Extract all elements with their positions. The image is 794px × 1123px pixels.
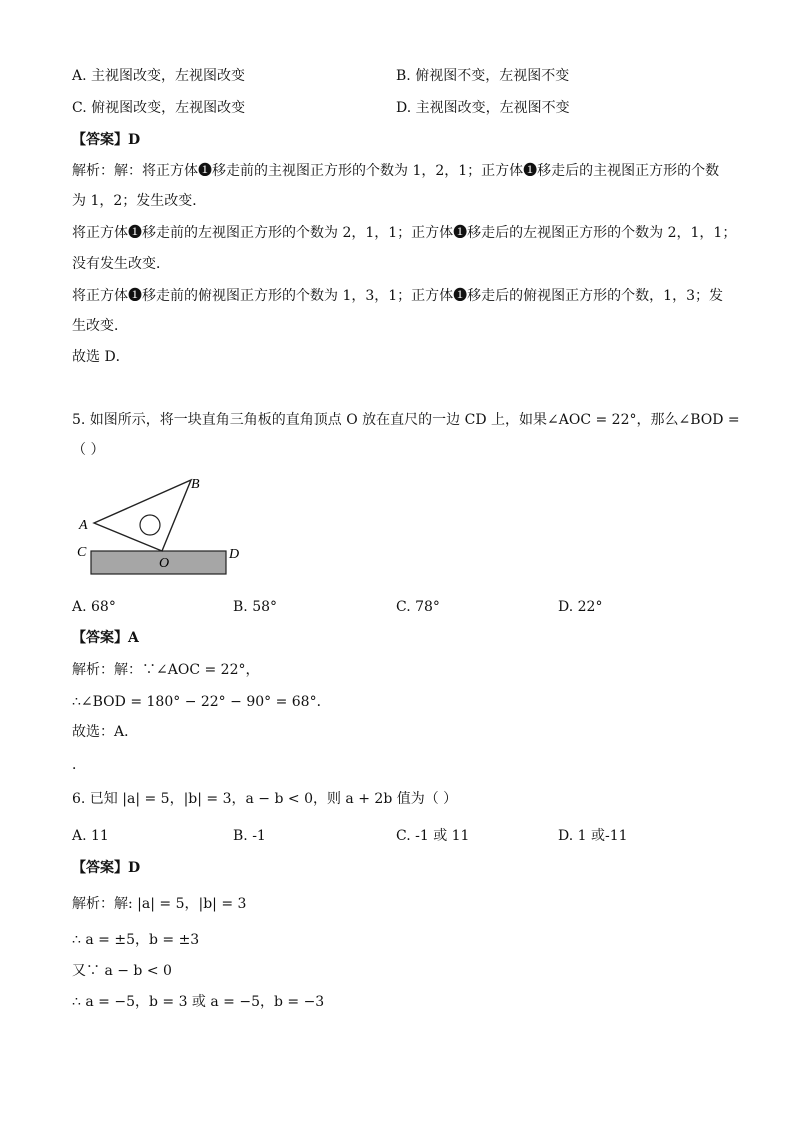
label-d: D bbox=[229, 547, 240, 562]
q6-solution-line-4: ∴ a = −5，b = 3 或 a = −5，b = −3 bbox=[72, 994, 325, 1010]
q4-solution-line-7: 故选 D． bbox=[72, 349, 130, 365]
q5-option-c: C. 78° bbox=[396, 599, 440, 615]
q4-solution-line-6: 生改变． bbox=[72, 318, 128, 334]
q6-option-b: B. -1 bbox=[233, 828, 266, 844]
q6-option-a: A. 11 bbox=[72, 828, 109, 844]
q5-solution-line-2: ∴∠BOD = 180° − 22° − 90° = 68°． bbox=[72, 694, 331, 710]
q4-solution-line-4: 没有发生改变． bbox=[72, 256, 170, 272]
q6-option-d: D. 1 或-11 bbox=[558, 828, 628, 844]
q5-figure bbox=[70, 470, 260, 580]
q4-solution-line-1: 解析：解：将正方体➊移走前的主视图正方形的个数为 1，2，1；正方体➊移走后的主视图正方形的个数 bbox=[72, 163, 720, 179]
q5-answer: 【答案】A bbox=[72, 630, 139, 646]
q5-option-a: A. 68° bbox=[72, 599, 116, 615]
q4-option-c: C. 俯视图改变，左视图改变 bbox=[72, 100, 246, 116]
set-square-hole bbox=[140, 515, 160, 535]
q5-solution-line-1: 解析：解：∵∠AOC = 22°， bbox=[72, 662, 260, 678]
q4-solution-line-2: 为 1，2；发生改变． bbox=[72, 193, 207, 209]
q5-solution-line-3: 故选：A． bbox=[72, 724, 139, 740]
q6-question: 6. 已知 |a| = 5，|b| = 3，a − b < 0，则 a + 2b 值为（ ） bbox=[72, 791, 458, 807]
label-c: C bbox=[77, 545, 87, 560]
q4-answer: 【答案】D bbox=[72, 132, 141, 148]
q6-option-c: C. -1 或 11 bbox=[396, 828, 470, 844]
q4-option-d: D. 主视图改变，左视图不变 bbox=[396, 100, 570, 116]
q4-option-a: A. 主视图改变，左视图改变 bbox=[72, 68, 246, 84]
q4-solution-line-5: 将正方体➊移走前的俯视图正方形的个数为 1，3，1；正方体➊移走后的俯视图正方形的个数，1，3；发 bbox=[72, 288, 723, 304]
q5-solution-line-4: ． bbox=[72, 757, 86, 773]
q6-solution-line-3: 又∵ a − b < 0 bbox=[72, 963, 172, 979]
q6-answer: 【答案】D bbox=[72, 860, 141, 876]
q5-option-b: B. 58° bbox=[233, 599, 278, 615]
label-a: A bbox=[79, 518, 88, 533]
q5-question-line-2: （ ） bbox=[72, 442, 105, 458]
q4-option-b: B. 俯视图不变，左视图不变 bbox=[396, 68, 570, 84]
label-b: B bbox=[191, 477, 200, 492]
q4-solution-line-3: 将正方体➊移走前的左视图正方形的个数为 2，1，1；正方体➊移走后的左视图正方形的个数为 2，1，1； bbox=[72, 225, 737, 241]
q6-solution-line-2: ∴ a = ±5，b = ±3 bbox=[72, 932, 200, 948]
set-square-triangle bbox=[94, 480, 191, 551]
q5-question-line-1: 5. 如图所示，将一块直角三角板的直角顶点 O 放在直尺的一边 CD 上，如果∠AOC = 22°，那么∠BOD = bbox=[72, 412, 740, 428]
q5-option-d: D. 22° bbox=[558, 599, 603, 615]
label-o: O bbox=[159, 556, 170, 571]
q6-solution-line-1: 解析：解: |a| = 5，|b| = 3 bbox=[72, 896, 247, 912]
